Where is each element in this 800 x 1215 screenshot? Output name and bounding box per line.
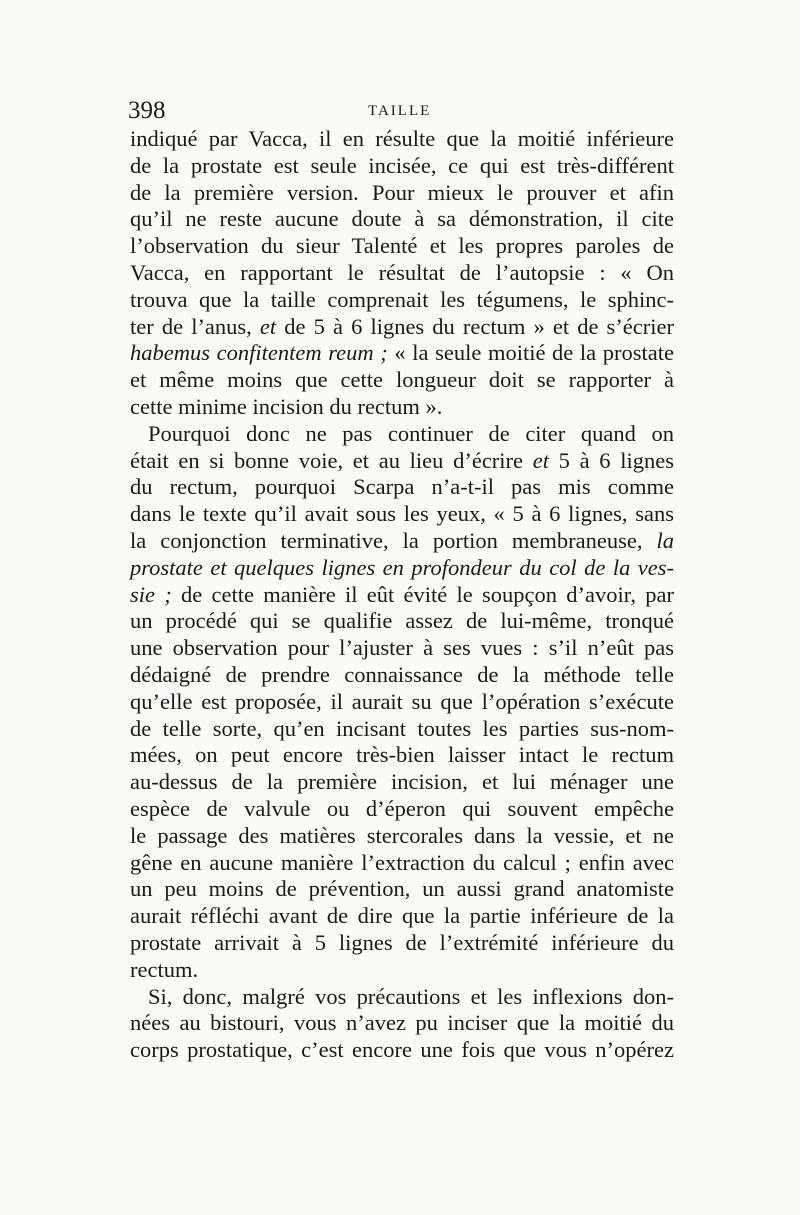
text-line: du rectum, pourquoi Scarpa n’a-t-il pas mis comme	[130, 474, 674, 500]
text-line: une observation pour l’ajuster à ses vues : s’il n’eût pas	[130, 635, 674, 661]
italic-text: et	[259, 313, 277, 339]
text-line: nées au bistouri, vous n’avez pu inciser que la moitié du	[130, 1010, 674, 1036]
text-line: Pourquoi donc ne pas continuer de citer quand on	[148, 420, 674, 446]
text-line: corps prostatique, c’est encore une fois que vous n’opérez	[130, 1037, 674, 1063]
text-line: aurait réfléchi avant de dire que la partie inférieure de la	[130, 903, 674, 929]
text-line: cette minime incision du rectum ».	[130, 393, 443, 419]
text-line: Vacca, en rapportant le résultat de l’autopsie : « On	[130, 259, 674, 285]
text-line	[130, 582, 674, 609]
text-line: mées, on peut encore très-bien laisser intact le rectum	[130, 742, 674, 768]
text-line: un procédé qui se qualifie assez de lui-même, tronqué	[130, 608, 674, 634]
text-line: un peu moins de prévention, un aussi grand anatomiste	[130, 876, 674, 902]
text-line	[130, 448, 674, 475]
text-line: dédaigné de prendre connaissance de la méthode telle	[130, 661, 674, 687]
text-line: prostate arrivait à 5 lignes de l’extrémité inférieure du	[130, 929, 674, 955]
italic-text: la	[656, 527, 674, 553]
text-line: l’observation du sieur Talenté et les propres paroles de	[130, 233, 674, 259]
text-line: gêne en aucune manière l’extraction du calcul ; enfin avec	[130, 849, 674, 875]
text-segment: « la seule moitié de la prostate	[387, 340, 674, 366]
page-number: 398	[128, 97, 166, 124]
body-text	[130, 126, 674, 1064]
italic-text: habemus confitentem reum ;	[130, 340, 388, 366]
text-line: au-dessus de la première incision, et lui ménager une	[130, 769, 674, 795]
text-segment: la conjonction terminative, la portion membraneuse,	[130, 527, 657, 553]
text-line: rectum.	[130, 956, 199, 982]
text-segment: 5 à 6 lignes	[548, 447, 674, 473]
text-line: qu’il ne reste aucune doute à sa démonstration, il cite	[130, 206, 674, 232]
text-segment: de cette manière il eût évité le soupçon d’avoir, par	[171, 581, 674, 607]
text-segment: de 5 à 6 lignes du rectum » et de s’écrier	[276, 313, 674, 339]
text-line: le passage des matières stercorales dans la vessie, et ne	[130, 822, 674, 848]
page-header	[128, 96, 676, 126]
text-line: dans le texte qu’il avait sous les yeux, « 5 à 6 lignes, sans	[130, 501, 674, 527]
text-line: espèce de valvule ou d’éperon qui souvent empêche	[130, 795, 674, 821]
text-line: Si, donc, malgré vos précautions et les inflexions don-	[148, 983, 674, 1009]
italic-text: sie ;	[130, 581, 172, 607]
text-segment: ter de l’anus,	[130, 313, 260, 339]
text-line	[130, 528, 674, 555]
text-line	[130, 555, 674, 582]
text-line: de telle sorte, qu’en incisant toutes les parties sus-nom-	[130, 715, 674, 741]
text-segment: était en si bonne voie, et au lieu d’écrire	[130, 447, 533, 473]
text-line	[130, 340, 674, 367]
text-line: de la prostate est seule incisée, ce qui est très-différent	[130, 152, 674, 178]
italic-text: et	[532, 447, 549, 473]
text-line: qu’elle est proposée, il aurait su que l’opération s’exécute	[130, 688, 674, 714]
running-head: TAILLE	[368, 103, 432, 119]
text-line: de la première version. Pour mieux le prouver et afin	[130, 179, 674, 205]
text-line: indiqué par Vacca, il en résulte que la moitié inférieure	[130, 126, 674, 151]
text-line: trouva que la taille comprenait les tégumens, le sphinc-	[130, 286, 674, 312]
text-line	[130, 314, 674, 341]
text-line: et même moins que cette longueur doit se rapporter à	[130, 367, 674, 393]
italic-text: prostate et quelques lignes en profondeur du col de la ves-	[130, 554, 674, 580]
